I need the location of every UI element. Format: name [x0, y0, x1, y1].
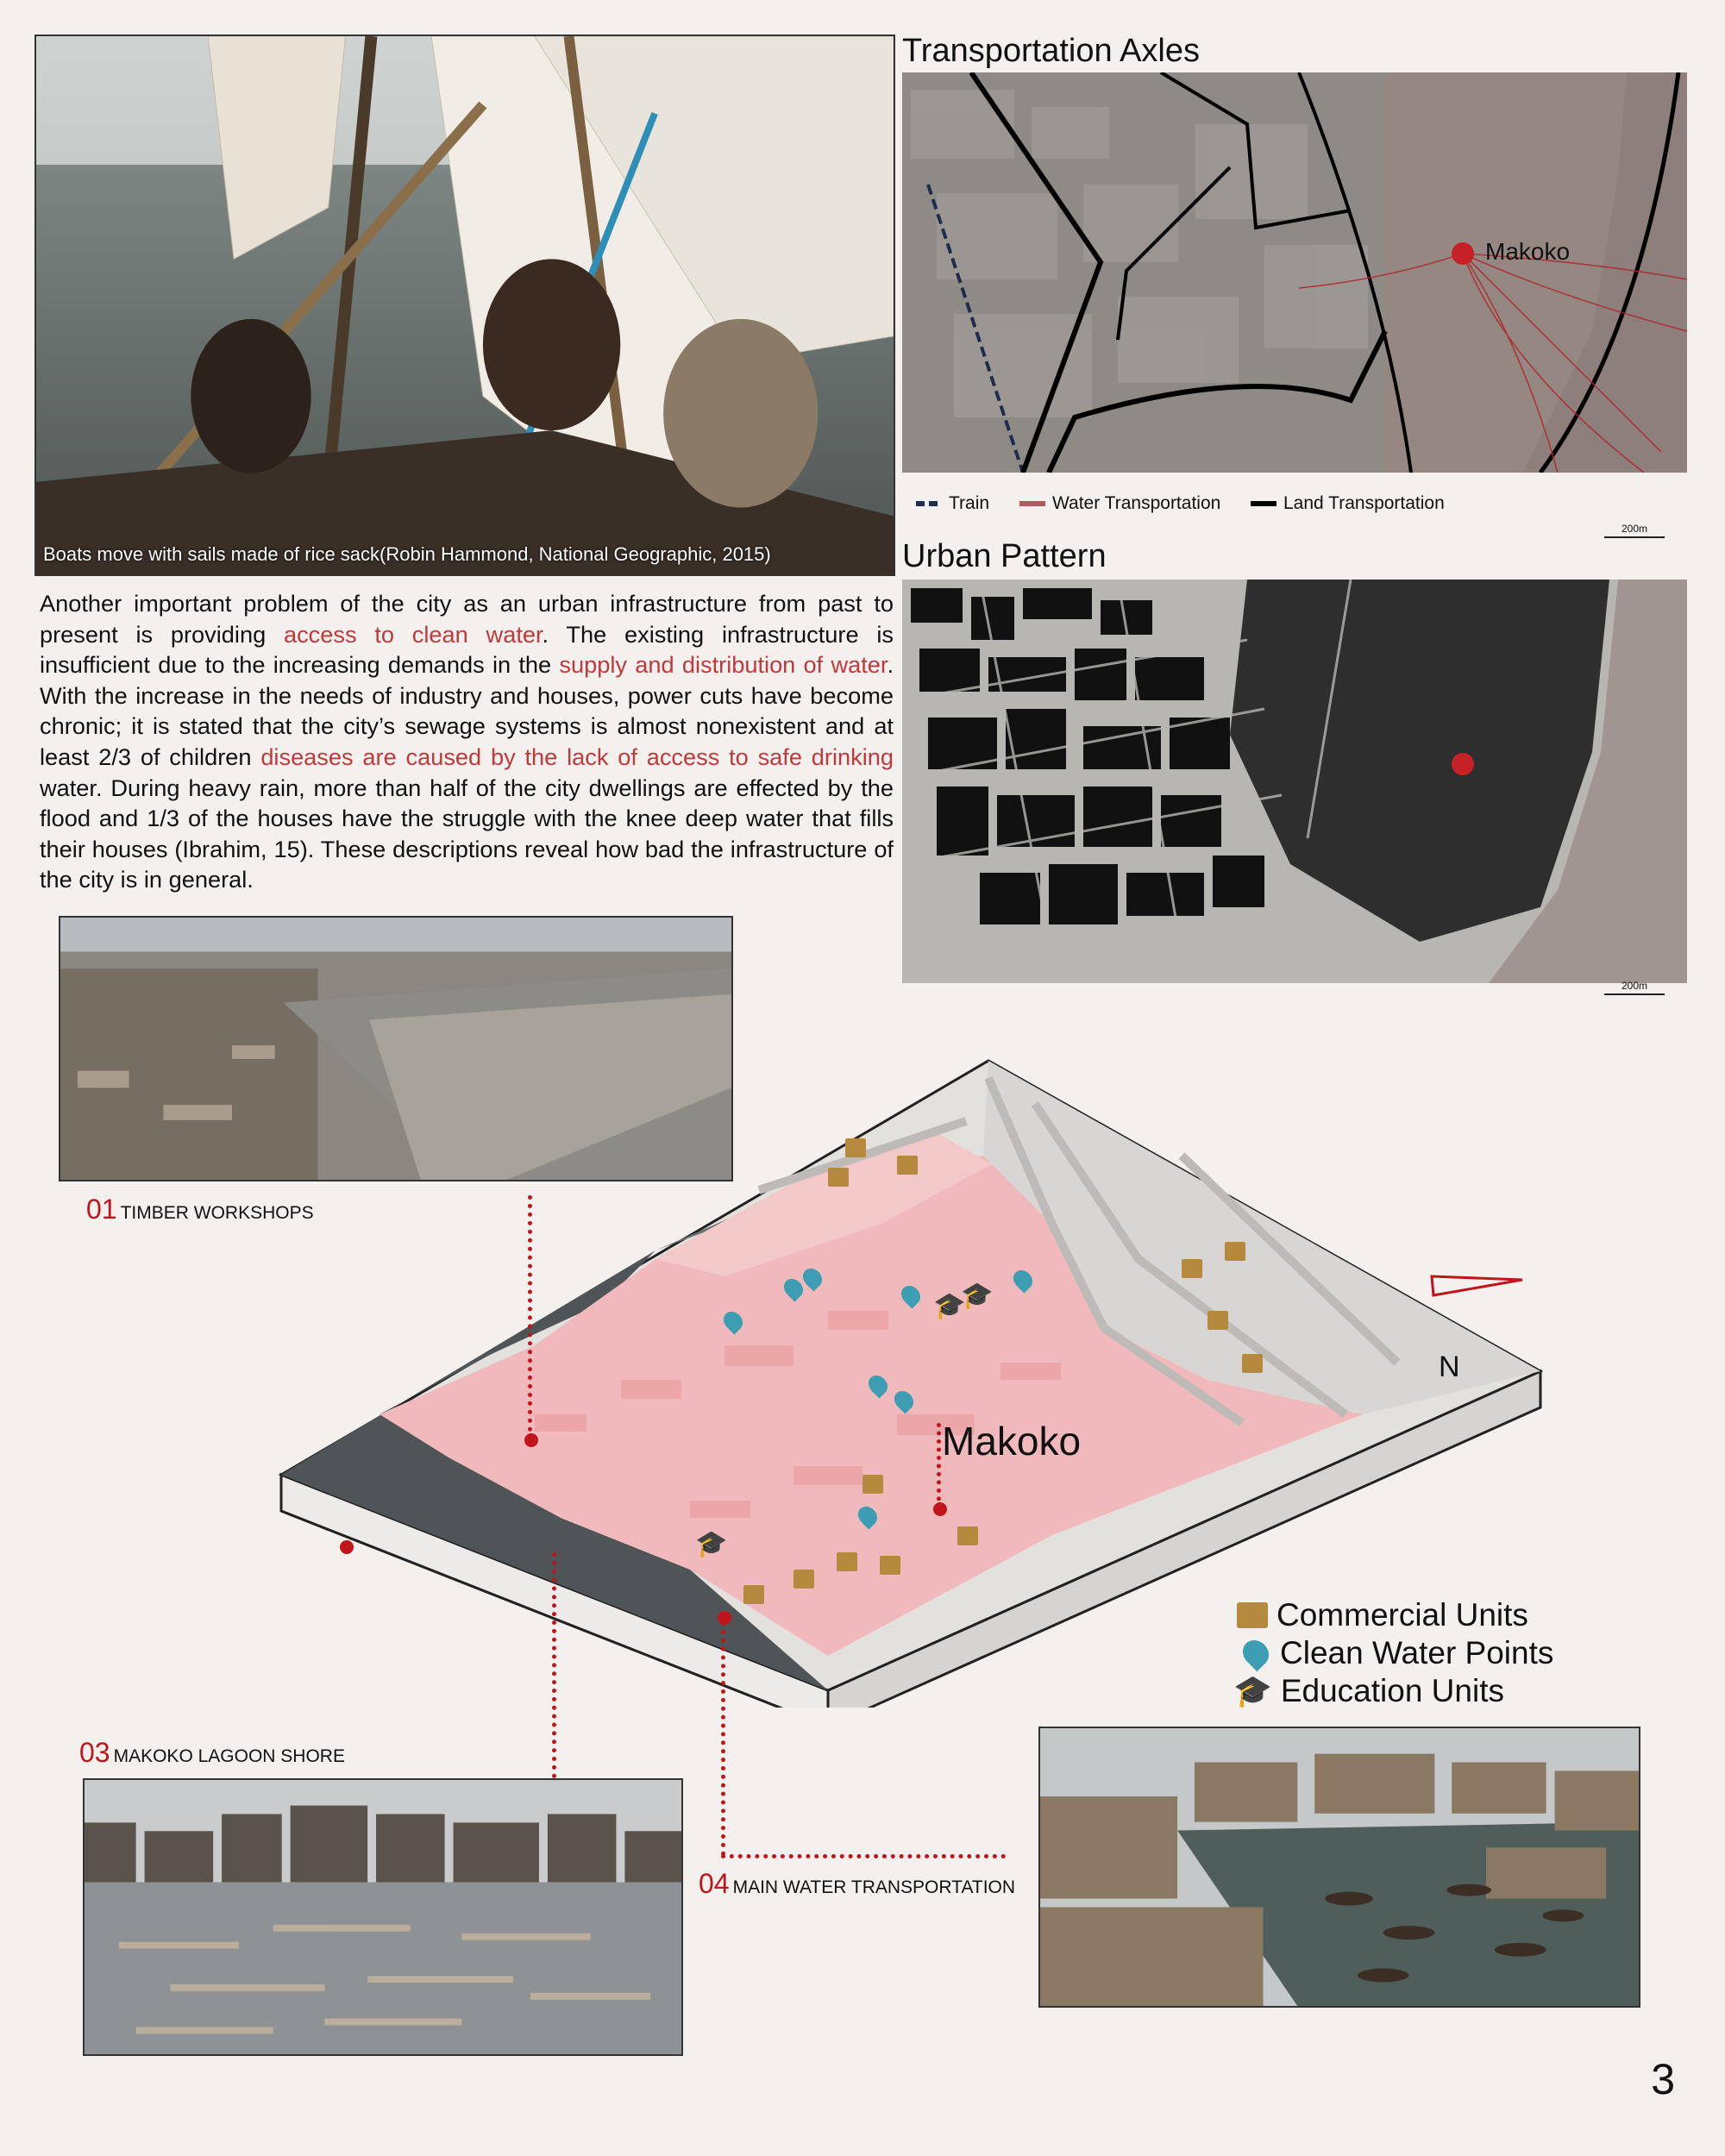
urban-map-scale: [1604, 980, 1665, 995]
graduation-cap-icon: 🎓: [933, 1292, 966, 1320]
commercial-unit-icon: [845, 1138, 866, 1157]
urban-scale-label: 200m: [1621, 980, 1648, 992]
land-line-icon: [1251, 501, 1276, 506]
commercial-unit-icon: [794, 1570, 814, 1589]
leader-line-01: [528, 1195, 532, 1440]
commercial-unit-icon: [880, 1556, 900, 1575]
water-line-icon: [1019, 501, 1045, 506]
body-text-part-3: . With the increase in the needs of industry and houses, power cuts have become chronic; it is stated that the city’s sewage systems is almost nonexistent and at least 2/3 of children: [40, 651, 894, 770]
commercial-unit-icon: [743, 1585, 764, 1604]
urban-map-title: Urban Pattern: [902, 538, 1107, 574]
photo-caption: Boats move with sails made of rice sack(Robin Hammond, National Geographic, 2015): [43, 543, 771, 565]
site-name-01: TIMBER WORKSHOPS: [120, 1203, 314, 1223]
water-transportation-photo: [1038, 1727, 1640, 2008]
highlight-clean-water: access to clean water: [283, 620, 543, 648]
sail-boat-photo: [34, 34, 895, 576]
page-number: 3: [1651, 2055, 1675, 2103]
graduation-cap-icon: 🎓: [961, 1282, 994, 1310]
key-commercial: [1237, 1597, 1528, 1633]
transport-map: [902, 72, 1687, 473]
urban-pattern-map: [902, 580, 1687, 983]
commercial-unit-icon: [837, 1552, 857, 1571]
legend-land-label: Land Transportation: [1283, 493, 1445, 513]
north-label: N: [1439, 1351, 1460, 1383]
body-text-part-2: . The existing infrastructure is insufficient due to the increasing demands in the: [40, 620, 894, 679]
commercial-unit-icon: [1242, 1354, 1263, 1373]
key-commercial-label: Commercial Units: [1276, 1597, 1528, 1633]
site-name-03: MAKOKO LAGOON SHORE: [113, 1746, 345, 1766]
site-label-04: [699, 1868, 1015, 1900]
legend-train-label: Train: [949, 493, 990, 513]
highlight-diseases: diseases are caused by the lack of access to safe drinking: [260, 743, 894, 770]
highlight-supply: supply and distribution of water: [559, 651, 888, 679]
commercial-unit-icon: [1208, 1311, 1228, 1330]
leader-line-04-horizontal: [721, 1854, 1006, 1858]
body-paragraph: [40, 588, 894, 895]
site-number-03: 03: [79, 1737, 110, 1768]
key-water-label: Clean Water Points: [1280, 1635, 1554, 1670]
legend-train: [916, 493, 989, 514]
graduation-cap-icon: 🎓: [695, 1530, 728, 1558]
legend-water: [1019, 493, 1220, 514]
site-number-04: 04: [699, 1868, 730, 1899]
body-text-part-4: water. During heavy rain, more than half of the city dwellings are effected by the flood and 1/3 of the houses have the struggle with the knee deep water that fills their houses (Ibrahim, 15). These descriptions reveal how bad the infrastructure of the city is in general.: [40, 774, 894, 893]
key-education: [1233, 1673, 1504, 1709]
iso-map-place-label: Makoko: [942, 1419, 1082, 1463]
commercial-unit-icon: [1225, 1242, 1245, 1261]
legend-land: [1251, 493, 1445, 514]
transport-map-place-label: Makoko: [1485, 238, 1571, 265]
commercial-unit-icon: [1182, 1259, 1202, 1278]
train-line-icon: [916, 501, 942, 506]
commercial-unit-icon: [862, 1475, 883, 1494]
site-label-03: [79, 1737, 345, 1769]
leader-line-04-vertical: [721, 1621, 725, 1856]
leader-line-center: [937, 1423, 941, 1509]
key-water: [1240, 1635, 1553, 1671]
body-text-part-1: Another important problem of the city as an urban infrastructure from past to present is providing: [40, 590, 894, 648]
site-number-01: 01: [86, 1194, 117, 1225]
lagoon-shore-photo: [83, 1778, 683, 2056]
transport-map-scale: [1604, 523, 1665, 538]
transport-scale-label: 200m: [1621, 523, 1648, 535]
site-name-04: MAIN WATER TRANSPORTATION: [732, 1877, 1016, 1897]
water-drop-icon: [1238, 1635, 1274, 1671]
leader-line-03: [552, 1552, 556, 1778]
commercial-unit-icon: [1237, 1602, 1268, 1628]
transport-map-title: Transportation Axles: [902, 33, 1200, 69]
commercial-unit-icon: [957, 1526, 978, 1545]
key-education-label: Education Units: [1280, 1673, 1504, 1708]
legend-water-label: Water Transportation: [1052, 493, 1221, 513]
commercial-unit-icon: [897, 1156, 918, 1175]
commercial-unit-icon: [828, 1168, 849, 1187]
graduation-cap-icon: 🎓: [1233, 1673, 1272, 1708]
